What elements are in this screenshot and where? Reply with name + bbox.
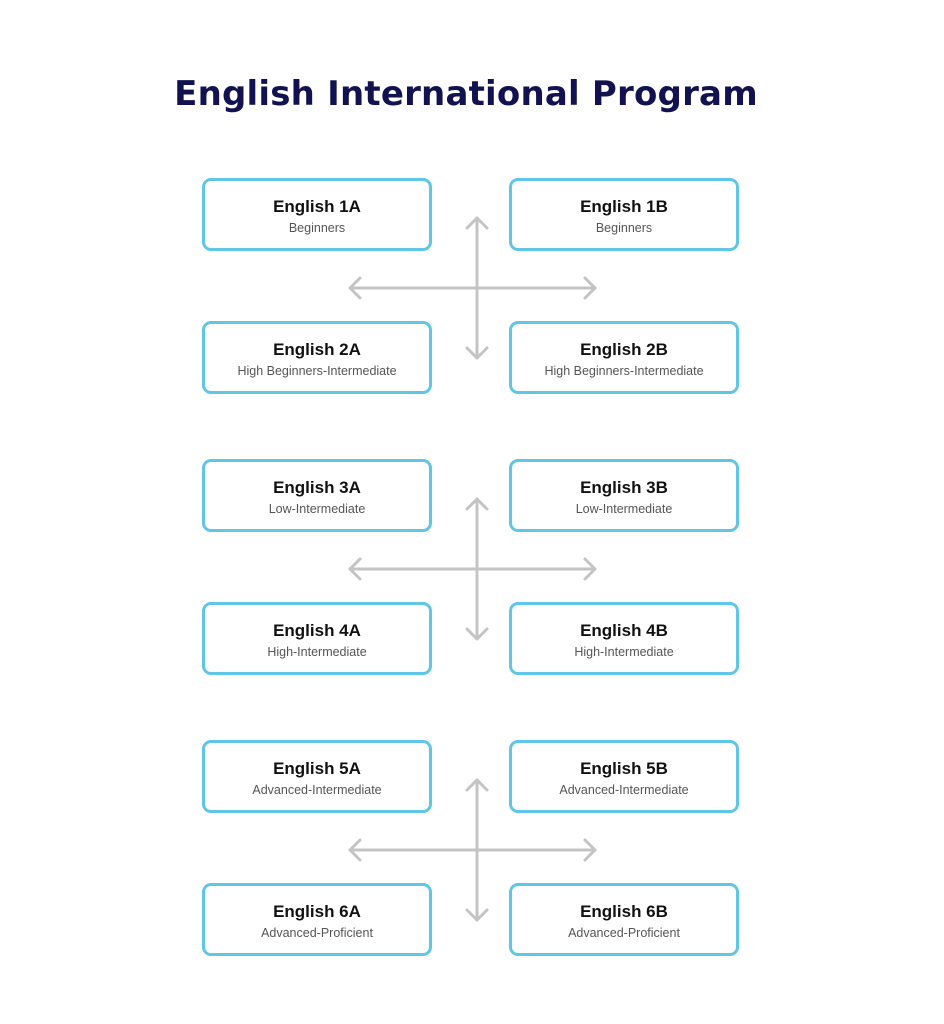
course-name: English 6A (273, 902, 361, 921)
course-group-1 (0, 178, 944, 400)
course-name: English 5B (580, 759, 668, 778)
course-level: Low-Intermediate (268, 502, 366, 516)
course-level: High Beginners-Intermediate (544, 364, 704, 378)
course-level: Low-Intermediate (575, 502, 673, 516)
course-name: English 4A (273, 621, 361, 640)
course-group-2 (0, 459, 944, 681)
course-name: English 5A (273, 759, 361, 778)
course-level: Advanced-Intermediate (559, 783, 689, 797)
course-name: English 2A (273, 340, 361, 359)
page-title: English International Program (174, 74, 758, 114)
course-group-3 (0, 740, 944, 962)
course-name: English 3B (580, 478, 668, 497)
course-name: English 6B (580, 902, 668, 921)
course-name: English 1B (580, 197, 668, 216)
four-way-arrow-icon (340, 770, 610, 930)
course-name: English 3A (273, 478, 361, 497)
four-way-arrow-icon (340, 489, 610, 649)
course-level: Advanced-Proficient (568, 926, 680, 940)
course-level: High-Intermediate (574, 645, 674, 659)
course-name: English 1A (273, 197, 361, 216)
four-way-arrow-icon (340, 208, 610, 368)
course-level: Advanced-Proficient (261, 926, 373, 940)
course-name: English 4B (580, 621, 668, 640)
course-level: High-Intermediate (267, 645, 367, 659)
course-level: Advanced-Intermediate (252, 783, 382, 797)
course-level: Beginners (595, 221, 653, 235)
course-level: Beginners (288, 221, 346, 235)
course-level: High Beginners-Intermediate (237, 364, 397, 378)
course-name: English 2B (580, 340, 668, 359)
